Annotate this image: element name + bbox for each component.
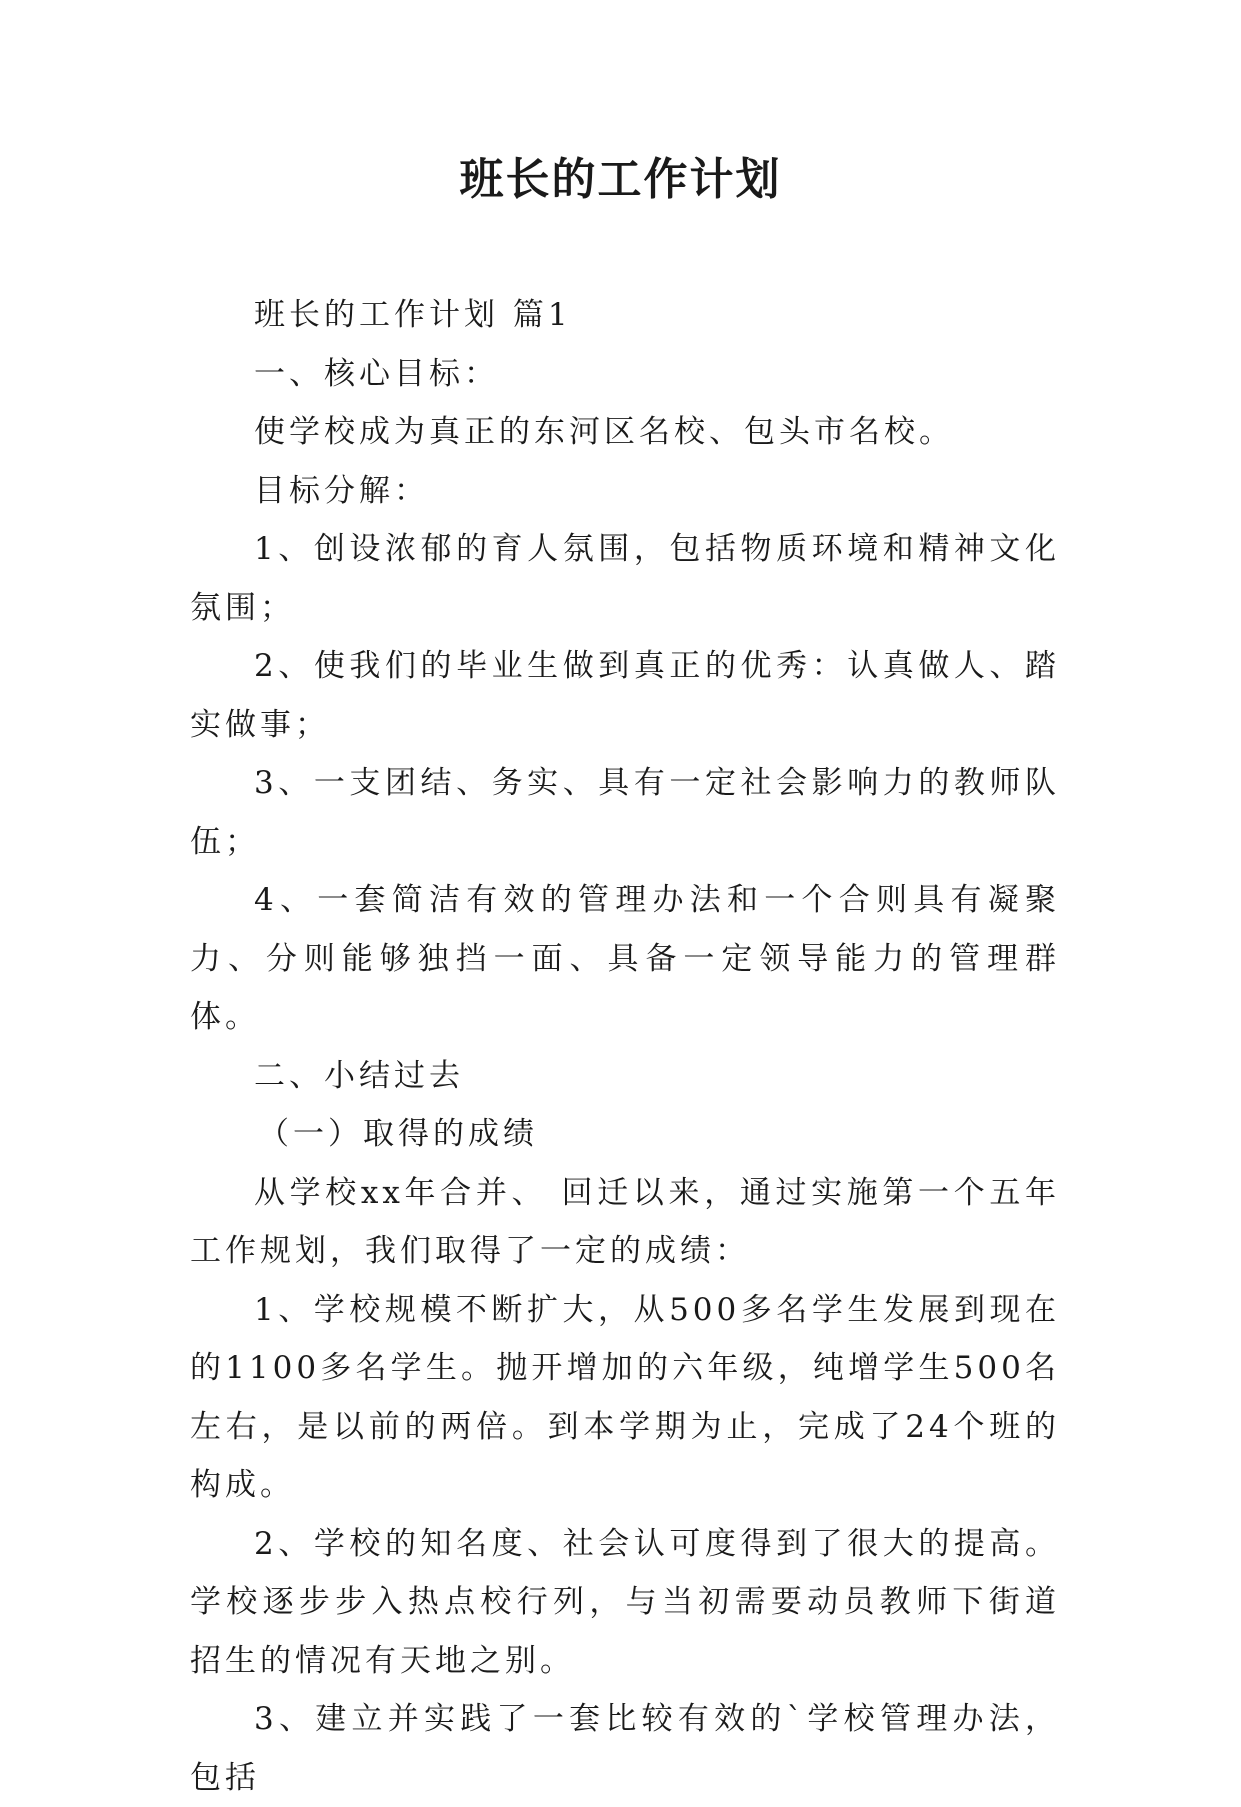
list-item-goal-3: 3、一支团结、务实、具有一定社会影响力的教师队伍； <box>190 765 1060 860</box>
heading-article: 班长的工作计划 篇1 <box>254 297 572 333</box>
list-item-achievement-2: 2、学校的知名度、社会认可度得到了很大的提高。学校逐步步入热点校行列，与当初需要动员教师下街道招生的情况有天地之别。 <box>190 1525 1060 1679</box>
document-body <box>190 286 1060 1807</box>
heading-goal-breakdown: 目标分解： <box>254 472 429 509</box>
document-title: 班长的工作计划 <box>459 154 782 205</box>
list-item-goal-4: 4、一套简洁有效的管理办法和一个合则具有凝聚力、分则能够独挡一面、具备一定领导能力的管理群体。 <box>190 882 1060 1035</box>
list-item-goal-1: 1、创设浓郁的育人氛围，包括物质环境和精神文化氛围； <box>190 531 1060 626</box>
heading-achievements: （一）取得的成绩 <box>258 1116 538 1152</box>
list-item-achievement-1: 1、学校规模不断扩大，从500多名学生发展到现在的1100多名学生。抛开增加的六年级，纯增学生500名左右，是以前的两倍。到本学期为止，完成了24个班的构成。 <box>190 1291 1060 1503</box>
list-item-goal-2: 2、使我们的毕业生做到真正的优秀：认真做人、踏实做事； <box>190 648 1060 743</box>
heading-core-goal: 一、核心目标： <box>254 355 499 392</box>
list-item-achievement-3: 3、建立并实践了一套比较有效的`学校管理办法，包括 <box>190 1701 1060 1796</box>
paragraph-achievements-intro: 从学校xx年合并、 回迁以来，通过实施第一个五年工作规划，我们取得了一定的成绩： <box>190 1174 1060 1269</box>
heading-review-past: 二、小结过去 <box>254 1057 464 1094</box>
paragraph-goal: 使学校成为真正的东河区名校、包头市名校。 <box>254 414 954 450</box>
